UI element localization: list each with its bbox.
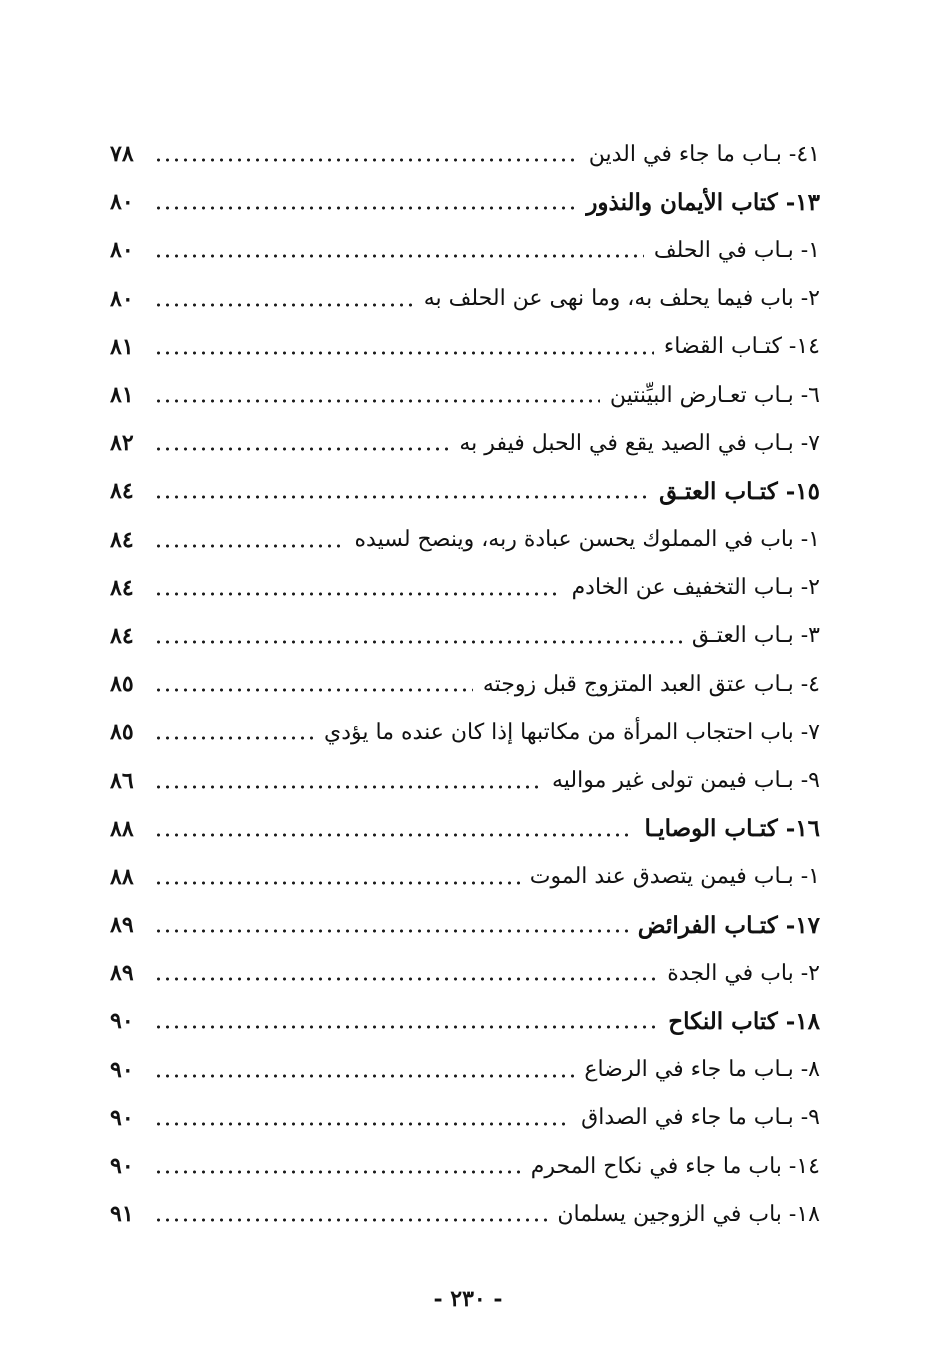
toc-entry-page: ٨٤ (110, 526, 134, 553)
toc-entry-page: ٨٤ (110, 574, 134, 601)
toc-entry-title: ١- باب في المملوك يحسن عبادة ربه، وينصح لسيده (354, 527, 820, 553)
dot-leader (154, 639, 682, 645)
toc-entry-title: ٢- بـاب التخفيف عن الخادم (571, 575, 820, 601)
toc-entry-page: ٨٠ (110, 189, 134, 216)
toc-entry-page: ٩١ (110, 1201, 134, 1228)
toc-entry[interactable] (110, 1190, 820, 1238)
toc-entry-page: ٩٠ (110, 1104, 134, 1131)
toc-entry[interactable] (110, 419, 820, 467)
table-of-contents (110, 130, 820, 1238)
toc-entry-title: ١٨- كتاب النكاح (668, 1007, 820, 1035)
dot-leader (154, 157, 579, 163)
toc-entry-page: ٨٠ (110, 237, 134, 264)
dot-leader (154, 1073, 574, 1079)
toc-entry[interactable] (110, 708, 820, 756)
toc-entry-title: ٢- باب فيما يحلف به، وما نهى عن الحلف به (423, 286, 820, 312)
toc-entry[interactable] (110, 756, 820, 804)
dot-leader (154, 928, 628, 934)
dot-leader (154, 784, 542, 790)
toc-entry-page: ٨٤ (110, 478, 134, 505)
dot-leader (154, 1121, 571, 1127)
toc-entry-page: ٨١ (110, 382, 134, 409)
toc-entry-title: ٨- بـاب ما جاء في الرضاع (584, 1057, 820, 1083)
toc-entry[interactable] (110, 516, 820, 564)
dot-leader (154, 735, 314, 741)
toc-entry[interactable] (110, 275, 820, 323)
toc-entry-title: ٧- بـاب في الصيد يقع في الحبل فيفر به (459, 430, 820, 456)
toc-entry-title: ١- بـاب في الحلف (653, 237, 820, 263)
toc-entry-title: ١- بـاب فيمن يتصدق عند الموت (529, 864, 820, 890)
toc-entry[interactable] (110, 323, 820, 371)
toc-entry-title: ٩- بـاب ما جاء في الصداق (581, 1105, 820, 1131)
dot-leader (154, 494, 649, 500)
toc-entry-page: ٨٨ (110, 815, 134, 842)
toc-entry-title: ٣- بـاب العتـق (691, 623, 820, 649)
toc-section-heading[interactable] (110, 467, 820, 515)
toc-entry-title: ٤١- بـاب ما جاء في الدين (588, 141, 820, 167)
toc-entry-page: ٨٩ (110, 960, 134, 987)
toc-entry[interactable] (110, 949, 820, 997)
page-number-text: - ٢٣٠ - (433, 1286, 503, 1312)
toc-entry-title: ٧- باب احتجاب المرأة من مكاتبها إذا كان عنده ما يؤدي (324, 719, 820, 745)
dot-leader (154, 880, 520, 886)
toc-entry[interactable] (110, 564, 820, 612)
toc-entry-page: ٧٨ (110, 141, 134, 168)
toc-entry[interactable] (110, 1094, 820, 1142)
toc-entry[interactable] (110, 1142, 820, 1190)
toc-entry-page: ٨٩ (110, 912, 134, 939)
toc-entry-page: ٨٢ (110, 430, 134, 457)
dot-leader (154, 205, 576, 211)
toc-entry-page: ٨٤ (110, 622, 134, 649)
toc-entry-page: ٩٠ (110, 1008, 134, 1035)
toc-entry[interactable] (110, 853, 820, 901)
toc-entry-title: ١٥- كتـاب العتـق (659, 477, 820, 505)
toc-section-heading[interactable] (110, 997, 820, 1045)
dot-leader (154, 591, 562, 597)
toc-entry-page: ٨٨ (110, 863, 134, 890)
toc-section-heading[interactable] (110, 805, 820, 853)
toc-entry-title: ١٤- باب ما جاء في نكاح المحرم (530, 1153, 820, 1179)
toc-section-heading[interactable] (110, 901, 820, 949)
toc-entry-page: ٨٥ (110, 719, 134, 746)
toc-entry[interactable] (110, 612, 820, 660)
toc-entry-title: ١٤- كتـاب القضاء (663, 334, 820, 360)
dot-leader (154, 1217, 547, 1223)
toc-entry-page: ٩٠ (110, 1056, 134, 1083)
dot-leader (154, 976, 657, 982)
toc-section-heading[interactable] (110, 178, 820, 226)
dot-leader (154, 1169, 521, 1175)
dot-leader (154, 446, 449, 452)
dot-leader (154, 832, 634, 838)
toc-entry[interactable] (110, 130, 820, 178)
toc-entry[interactable] (110, 371, 820, 419)
toc-entry-title: ٦- بـاب تعـارض البيِّنتين (609, 382, 820, 408)
dot-leader (154, 350, 654, 356)
dot-leader (154, 398, 600, 404)
dot-leader (154, 302, 414, 308)
toc-entry-title: ٢- باب في الجدة (667, 960, 820, 986)
toc-entry-page: ٨٠ (110, 285, 134, 312)
toc-entry[interactable] (110, 1046, 820, 1094)
toc-entry-title: ١٧- كتـاب الفرائض (637, 911, 820, 939)
toc-entry-title: ١٦- كتـاب الوصايـا (644, 815, 820, 843)
dot-leader (154, 1024, 658, 1030)
toc-entry-title: ٩- بـاب فيمن تولى غير مواليه (551, 768, 820, 794)
toc-entry-page: ٩٠ (110, 1153, 134, 1180)
toc-entry-title: ١٣- كتاب الأيمان والنذور (586, 188, 820, 216)
dot-leader (154, 253, 644, 259)
toc-entry-page: ٨١ (110, 333, 134, 360)
dot-leader (154, 687, 473, 693)
toc-entry-page: ٨٥ (110, 671, 134, 698)
toc-entry-title: ٤- بـاب عتق العبد المتزوج قبل زوجته (482, 671, 820, 697)
toc-entry[interactable] (110, 660, 820, 708)
page-number (0, 1286, 936, 1312)
dot-leader (154, 543, 345, 549)
toc-entry[interactable] (110, 226, 820, 274)
toc-entry-title: ١٨- باب في الزوجين يسلمان (557, 1201, 820, 1227)
toc-entry-page: ٨٦ (110, 767, 134, 794)
